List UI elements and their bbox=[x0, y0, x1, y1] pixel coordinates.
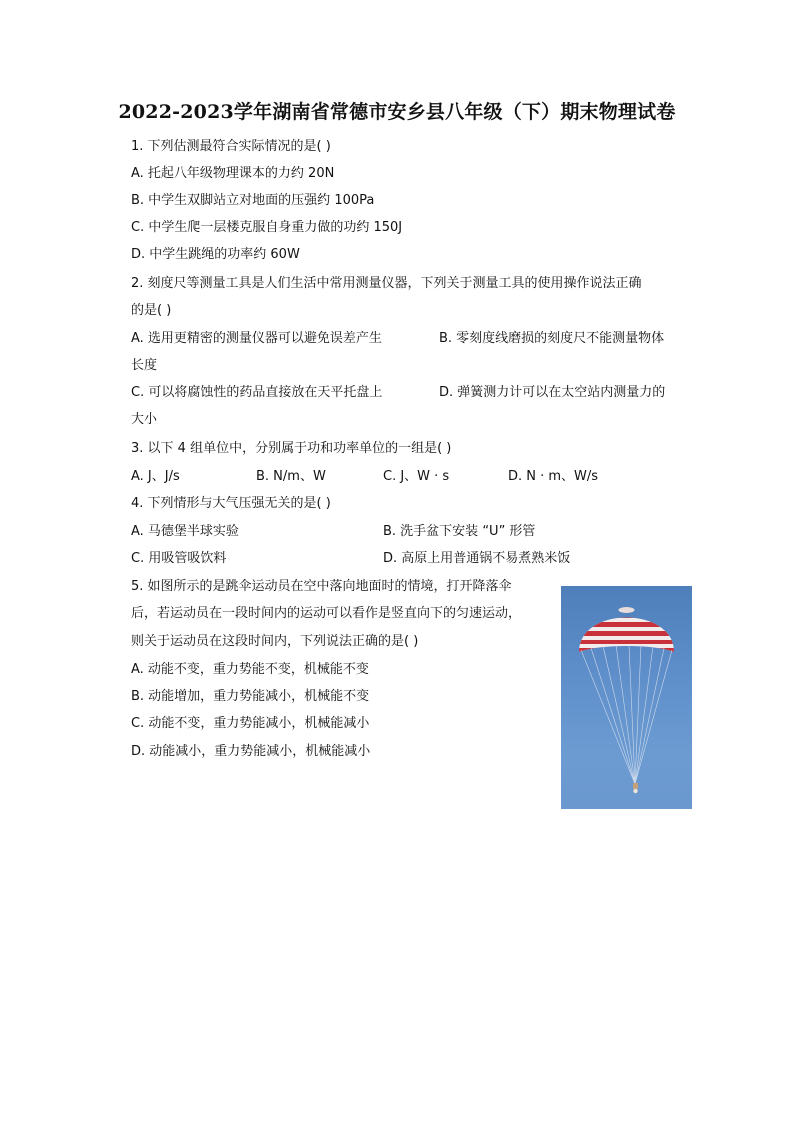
question-2-stem-line2: 的是( ) bbox=[131, 303, 172, 318]
question-1-option-b: B. 中学生双脚站立对地面的压强约 100Pa bbox=[131, 193, 375, 208]
question-5-stem-line1: 5. 如图所示的是跳伞运动员在空中落向地面时的情境，打开降落伞 bbox=[131, 579, 512, 594]
question-1-stem: 1. 下列估测最符合实际情况的是( ) bbox=[131, 139, 331, 154]
question-1-option-a: A. 托起八年级物理课本的力约 20N bbox=[131, 166, 335, 181]
question-1-option-d: D. 中学生跳绳的功率约 60W bbox=[131, 247, 300, 262]
question-2-option-a: A. 选用更精密的测量仪器可以避免误差产生 bbox=[131, 331, 382, 346]
question-4-option-b: B. 洗手盆下安装 “U” 形管 bbox=[383, 524, 536, 539]
question-5-option-b: B. 动能增加，重力势能减小，机械能不变 bbox=[131, 689, 370, 704]
question-3-option-c: C. J、W · s bbox=[383, 469, 450, 484]
question-4-option-d: D. 高原上用普通锅不易煮熟米饭 bbox=[383, 551, 571, 566]
question-3-stem: 3. 以下 4 组单位中，分别属于功和功率单位的一组是( ) bbox=[131, 441, 452, 456]
question-5-stem-line3: 则关于运动员在这段时间内，下列说法正确的是( ) bbox=[131, 634, 419, 649]
question-3-option-b: B. N/m、W bbox=[256, 469, 326, 484]
question-3-option-a: A. J、J/s bbox=[131, 469, 180, 484]
question-5-stem-line2: 后，若运动员在一段时间内的运动可以看作是竖直向下的匀速运动， bbox=[131, 606, 522, 621]
page-title: 2022-2023学年湖南省常德市安乡县八年级（下）期末物理试卷 bbox=[118, 101, 676, 123]
question-1-option-c: C. 中学生爬一层楼克服自身重力做的功约 150J bbox=[131, 220, 403, 235]
question-4-option-a: A. 马德堡半球实验 bbox=[131, 524, 239, 539]
question-5-option-d: D. 动能减小，重力势能减小，机械能减小 bbox=[131, 744, 371, 759]
parachute-illustration bbox=[561, 586, 692, 809]
question-2-option-b-cont: 长度 bbox=[131, 358, 158, 373]
question-5-option-a: A. 动能不变，重力势能不变，机械能不变 bbox=[131, 662, 369, 677]
parachute-photo bbox=[561, 586, 692, 809]
question-2-option-d: D. 弹簧测力计可以在太空站内测量力的 bbox=[439, 385, 666, 400]
question-2-option-c: C. 可以将腐蚀性的药品直接放在天平托盘上 bbox=[131, 385, 383, 400]
question-2-option-d-cont: 大小 bbox=[131, 412, 158, 427]
question-2-stem-line1: 2. 刻度尺等测量工具是人们生活中常用测量仪器，下列关于测量工具的使用操作说法正确 bbox=[131, 276, 642, 291]
question-5-option-c: C. 动能不变，重力势能减小，机械能减小 bbox=[131, 716, 370, 731]
question-3-option-d: D. N · m、W/s bbox=[508, 469, 599, 484]
question-4-option-c: C. 用吸管吸饮料 bbox=[131, 551, 227, 566]
question-2-option-b: B. 零刻度线磨损的刻度尺不能测量物体 bbox=[439, 331, 665, 346]
question-4-stem: 4. 下列情形与大气压强无关的是( ) bbox=[131, 496, 331, 511]
